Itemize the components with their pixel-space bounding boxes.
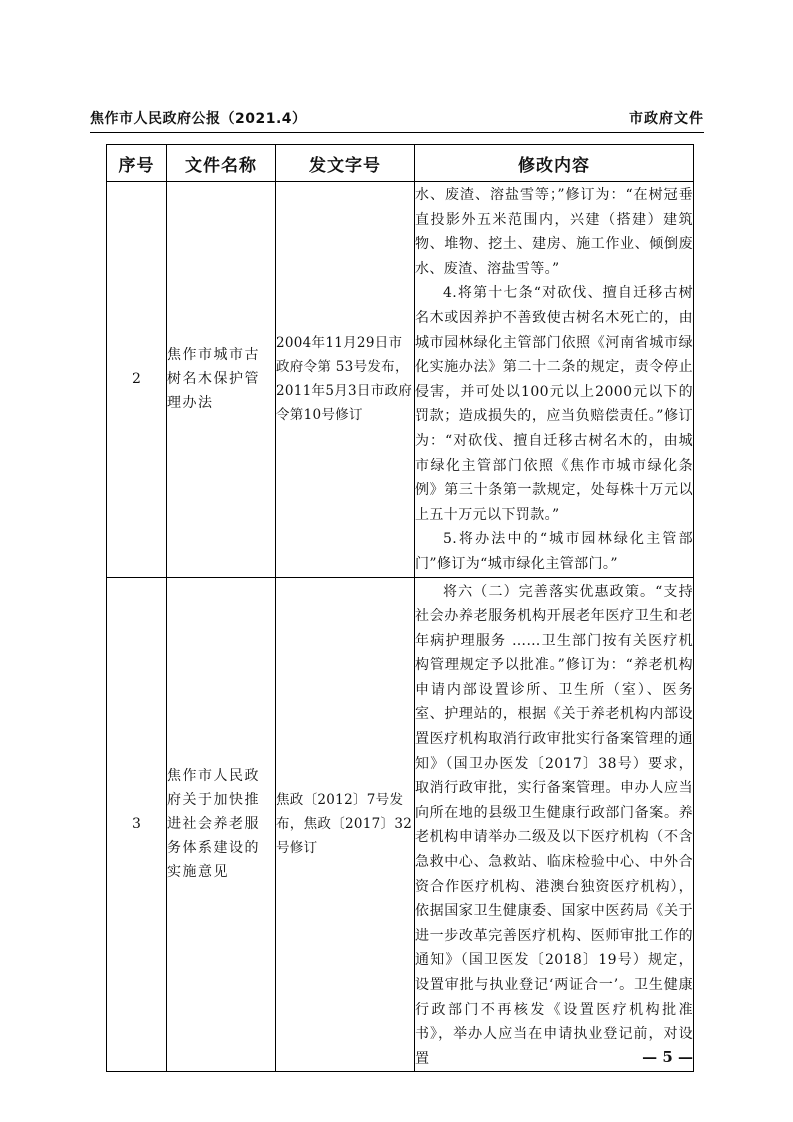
amendment-table <box>106 144 694 1072</box>
amendment-content <box>415 577 694 1072</box>
section-title: 市政府文件 <box>629 111 704 127</box>
content-paragraph: 4.将第十七条“对砍伐、擅自迁移古树名木或因养护不善致使古树名木死亡的，由城市园林绿化主管部门依照《河南省城市绿化实施办法》第二十二条的规定，责令停止侵害，并可处以100元以上2000元以下的罚款；造成损失的，应当负赔偿责任。”修订为：“对砍伐、擅自迁移古树名木的，由城市绿化主管部门依照《焦作市城市绿化条例》第三十条第一款规定，处每株十万元以上五十万元以下罚款。” <box>415 285 693 523</box>
column-header-content: 修改内容 <box>415 145 694 182</box>
document-name: 焦作市人民政府关于加快推进社会养老服务体系建设的实施意见 <box>167 577 276 1072</box>
content-paragraph: 将六（二）完善落实优惠政策。“支持社会办养老服务机构开展老年医疗卫生和老年病护理服务 ……卫生部门按有关医疗机构管理规定予以批准。”修订为：“养老机构申请内部设置诊所、卫生所（室）、医务室、护理站的，根据《关于养老机构内部设置医疗机构取消行政审批实行备案管理的通知》（国卫办医发〔2017〕38号）要求，取消行政审批，实行备案管理。申办人应当向所在地的县级卫生健康行政部门备案。养老机构申请举办二级及以下医疗机构（不含急救中心、急救站、临床检验中心、中外合资合作医疗机构、港澳台独资医疗机构），依据国家卫生健康委、国家中医药局《关于进一步改革完善医疗机构、医师审批工作的通知》（国卫医发〔2018〕19号）规定，设置审批与执业登记‘两证合一’。卫生健康行政部门不再核发《设置医疗机构批准书》，举办人应当在申请执业登记前，对设置 <box>415 583 693 1067</box>
document-number: 焦政〔2012〕7号发布，焦政〔2017〕32号修订 <box>276 577 415 1072</box>
column-header-docno: 发文字号 <box>276 145 415 182</box>
column-header-name: 文件名称 <box>167 145 276 182</box>
row-number: 2 <box>107 182 167 578</box>
page-header <box>90 108 704 132</box>
content-paragraph: 5.将办法中的“城市园林绿化主管部门”修订为“城市绿化主管部门。” <box>415 531 693 572</box>
row-number: 3 <box>107 577 167 1072</box>
table-row <box>107 182 694 578</box>
content-paragraph: 水、废渣、溶盐雪等；”修订为：“在树冠垂直投影外五米范围内，兴建（搭建）建筑物、堆物、挖土、建房、施工作业、倾倒废水、废渣、溶盐雪等。” <box>415 187 693 277</box>
column-header-num: 序号 <box>107 145 167 182</box>
bulletin-title: 焦作市人民政府公报（2021.4） <box>90 111 307 127</box>
table-header-row <box>107 145 694 182</box>
document-number: 2004年11月29日市政府令第 53号发布，2011年5月3日市政府令第10号修订 <box>276 182 415 578</box>
page-number: — 5 — <box>642 1048 693 1066</box>
amendment-content <box>415 182 694 578</box>
document-name: 焦作市城市古树名木保护管理办法 <box>167 182 276 578</box>
header-rule <box>90 132 704 133</box>
table-row <box>107 577 694 1072</box>
